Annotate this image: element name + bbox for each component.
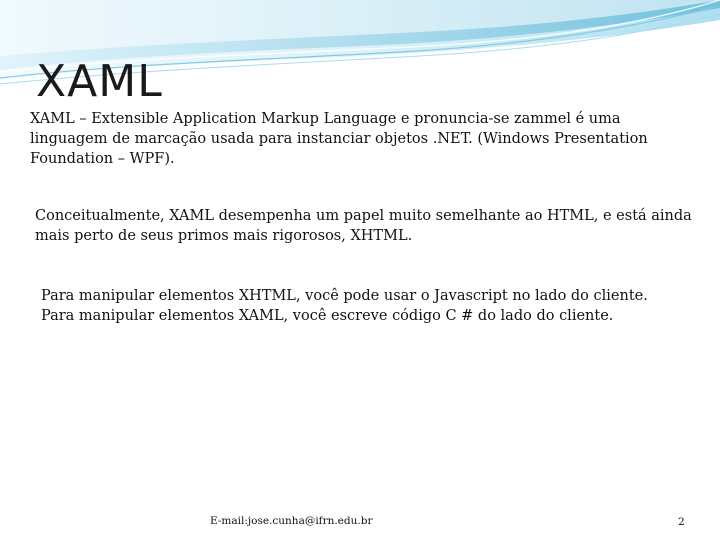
paragraph-xaml-html-comparison: Conceitualmente, XAML desempenha um papel muito semelhante ao HTML, e está ainda mais perto de seus primos mais rigorosos, XHTML. [35, 208, 692, 244]
paragraph-xaml-manipulation: Para manipular elementos XHTML, você pode usar o Javascript no lado do cliente. Para manipular elementos XAML, você escreve código C # do lado do cliente. [41, 288, 648, 324]
page-number: 2 [678, 516, 685, 528]
paragraph-xaml-definition: XAML – Extensible Application Markup Language e pronuncia-se zammel é uma linguagem de marcação usada para instanciar objetos .NET. (Windows Presentation Foundation – WPF). [30, 111, 648, 167]
footer-email: E-mail:jose.cunha@ifrn.edu.br [210, 515, 373, 527]
slide-title: XAML [36, 56, 163, 107]
